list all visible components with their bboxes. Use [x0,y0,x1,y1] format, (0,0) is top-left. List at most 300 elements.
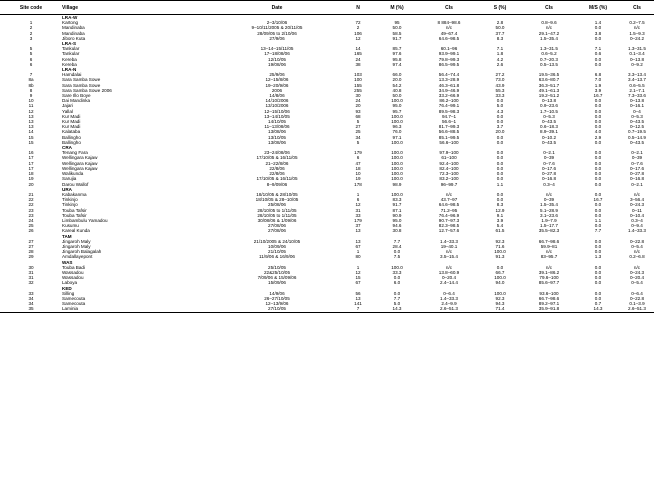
cell-m-percent: 95.7 [392,108,402,114]
cell-site-code: 9 [29,93,33,99]
header-n: N [342,1,374,15]
cell-village: Jingaroh Balagalah [62,249,102,255]
cell-site-code: 7 [29,72,33,78]
cell-ms-cis: 0–27.8 [629,171,645,177]
cell-n: 18 [355,165,361,171]
cell-s-cis: 93.6–100 [539,290,559,296]
cell-date: 10/09/06 [268,243,286,249]
cell-s-percent: 43.9 [495,82,505,88]
cell-s-percent: 55.3 [495,87,505,93]
cell-date: 28/10/05 to 1/11/05 [257,212,297,218]
cell-ms-cis: 0.5–14.9 [628,134,646,140]
cell-village: Sara Samba Sowe [62,82,101,88]
cell-ms-percent: 0.0 [594,124,602,130]
cell-s-percent: 0.0 [496,113,504,119]
cell-s-percent: 94.0 [495,280,505,286]
cell-s-cis: 0.8–9.6 [541,20,557,26]
cell-ms-cis: 0–9.4 [631,223,643,229]
cell-ms-cis: 3.3–13.4 [628,72,646,78]
cell-date: 26–27/10/05 [264,295,290,301]
cell-m-percent: 95.0 [392,217,402,223]
header-s-percent: S (%) [478,1,522,15]
cell-m-cis: 86.2–100 [439,98,459,104]
header-ms-percent: M/S (%) [576,1,620,15]
cell-n: 38 [355,61,361,67]
region-label: WAS [62,259,73,265]
cell-site-code: 15 [28,139,34,145]
cell-date: 21/10/05 [268,249,286,255]
cell-n: 179 [354,217,362,223]
cell-n: 33 [355,212,361,218]
cell-s-percent: 4.3 [496,108,504,114]
cell-ms-percent: 3.8 [594,30,602,36]
cell-village: Wellingara Kajaw [62,160,98,166]
cell-m-cis: 92.4–100 [439,160,459,166]
cell-ms-percent: 0.7 [594,301,602,307]
cell-date: 22&25/10/05 [263,269,291,275]
cell-s-cis: 79.6–100 [539,275,559,281]
cell-date: 17/10/05 & 16/11/05 [256,176,298,182]
cell-s-percent: 27.2 [495,72,505,78]
cell-ms-percent: 0.0 [594,243,602,249]
cell-village: Touba Badi [62,264,85,270]
cell-ms-cis: 0–6.4 [631,290,643,296]
cell-ms-cis: 0–22.8 [629,295,645,301]
cell-m-percent: 50.0 [392,25,402,31]
cell-ms-percent: 0.0 [594,202,602,208]
cell-date: 2006 [271,87,283,93]
cell-ms-percent: 7.7 [594,228,602,234]
cell-m-cis: 96–99.7 [440,181,458,187]
cell-ms-cis: 0.6–5.5 [629,82,645,88]
cell-site-code: 13 [28,119,34,125]
cell-m-percent: 54.2 [392,82,402,88]
cell-n: 155 [354,82,362,88]
cell-ms-cis: 1.3–31.5 [628,46,646,52]
cell-site-code: 8 [29,87,33,93]
region-label: TAM [62,233,72,239]
cell-s-cis: 36.3–51.7 [538,82,560,88]
cell-n: 37 [355,223,361,229]
cell-m-percent: 83.3 [392,197,402,203]
cell-village: Laminia [62,306,212,312]
cell-date: 17–18/08/06 [264,51,290,57]
cell-s-percent: 0.0 [496,171,504,177]
cell-n: 178 [354,181,362,187]
cell-site-code: 25 [28,223,34,229]
cell-ms-cis: 0.2–6.8 [629,254,645,260]
cell-ms-cis: 1.5–9.3 [629,30,645,36]
cell-ms-cis: n/c [633,264,641,270]
cell-ms-percent: 0.0 [594,56,602,62]
cell-site-code: 17 [28,165,34,171]
cell-village: Sara Samba Sowe 2006 [62,87,112,93]
cell-m-cis: 90.7–97.3 [438,217,460,223]
cell-m-cis: 56.6–100 [439,139,459,145]
cell-village: Samecouta [62,301,86,307]
cell-s-cis: 1.9–7.9 [541,217,557,223]
cell-village: Tinkinjo [62,202,78,208]
cell-site-code: 14 [28,129,34,135]
cell-s-percent: 1.1 [496,181,504,187]
cell-village: Wellingara Kajaw [62,155,98,161]
cell-ms-percent: 0.0 [594,249,602,255]
cell-ms-cis: 0–13.8 [629,56,645,62]
header-date: Date [212,1,342,15]
cell-ms-cis: 2.6–51.3 [620,306,654,312]
cell-ms-percent: 0.0 [594,290,602,296]
cell-n: 20 [355,103,361,109]
cell-s-percent: 100.0 [494,290,506,296]
cell-m-percent: 6.0 [393,280,401,286]
cell-ms-percent: 0.0 [594,212,602,218]
cell-ms-cis: 0–43.5 [629,119,645,125]
cell-site-code: 2 [29,30,33,36]
cell-site-code: 5 [29,46,33,52]
cell-m-percent: 95 [394,20,400,26]
cell-s-percent: 0.0 [496,176,504,182]
cell-ms-cis: n/c [633,25,641,31]
cell-ms-percent: 0.6 [594,51,602,57]
cell-s-percent: 33.3 [495,93,505,99]
cell-m-cis: 76.4–96.9 [438,212,460,218]
cell-site-code: 2 [29,25,33,31]
cell-village: Mandinaba [62,25,85,31]
cell-m-percent: 100.0 [391,160,403,166]
cell-m-percent: 97.1 [392,134,402,140]
cell-n: 67 [355,243,361,249]
cell-s-percent: 2.6 [496,61,504,67]
cell-ms-percent: 0.0 [594,98,602,104]
cell-village: Kur Madi [62,124,81,130]
cell-m-cis: 46.3–61.8 [438,82,460,88]
cell-s-cis: 3.1–23.6 [540,212,558,218]
cell-m-percent: 100.0 [391,171,403,177]
cell-m-percent: 76.0 [392,129,402,135]
cell-m-cis: 93.9–99.1 [438,51,460,57]
cell-village: Kereba [62,56,77,62]
cell-s-percent: 100.0 [494,275,506,281]
cell-date: 12–13/9/06 [265,301,289,307]
cell-s-percent: 2.8 [496,20,504,26]
cell-date: 25/10/05 [268,264,286,270]
cell-m-cis: 19–40.1 [440,243,458,249]
cell-date: 9–10/11/2005 & 20/11/05 [251,25,303,31]
region-label: LRA-N [62,67,77,73]
cell-site-code: 34 [28,301,34,307]
cell-s-percent: 91.3 [495,254,505,260]
region-label: KED [62,285,72,291]
cell-s-cis: 5.1–28.9 [540,207,558,213]
cell-s-percent: 0.0 [496,150,504,156]
header-m-percent: M (%) [374,1,420,15]
cell-m-cis: 94.7–1 [441,113,457,119]
cell-date: 13–14/10/05 [264,113,290,119]
cell-date: 19/08/06 [268,61,286,67]
cell-n: 56 [355,290,361,296]
cell-village: Kereba [62,61,77,67]
cell-s-cis: 0–7.6 [543,160,555,166]
cell-s-cis: 19.2–51.2 [538,93,560,99]
cell-site-code: 33 [28,290,34,296]
cell-site-code: 15 [28,134,34,140]
cell-village: Wassadou [62,275,84,281]
cell-m-cis: 56.6–1 [441,119,457,125]
cell-m-cis: 83.2–100 [439,176,459,182]
cell-date: 22/8/06 [269,171,285,177]
cell-n: 31 [355,207,361,213]
cell-m-percent: 100.0 [391,119,403,125]
cell-m-cis: 2.4–9.9 [441,301,457,307]
cell-ms-percent: 0.0 [594,155,602,161]
cell-m-cis: 13.8–60.9 [438,269,460,275]
cell-ms-percent: 7.1 [594,46,602,52]
cell-m-percent: 50.0 [392,93,402,99]
cell-date: 14/10/05 [268,119,286,125]
cell-n: 30 [355,93,361,99]
cell-s-cis: 19.5–36.5 [538,72,560,78]
cell-date: 25/08/06 [268,202,286,208]
cell-village: Amdallayepont [62,254,93,260]
cell-ms-cis: 0–24.2 [629,35,645,41]
cell-village: Tankular [62,51,80,57]
cell-s-cis: 0.3–4 [543,181,555,187]
cell-n: 12 [355,269,361,275]
cell-ms-cis: 0–10.4 [629,212,645,218]
cell-ms-cis: 0–13.8 [629,98,645,104]
cell-ms-percent: 2.9 [594,134,602,140]
cell-m-percent: 28.4 [392,243,402,249]
cell-m-percent: 87.1 [392,207,402,213]
cell-village: Wassadou [62,269,84,275]
cell-ms-cis: 0–24.3 [629,269,645,275]
cell-m-percent: 7.7 [393,295,401,301]
cell-n: 13 [355,228,361,234]
cell-n: 19 [355,176,361,182]
cell-village: Tenang Fara [62,150,88,156]
cell-s-cis: 66.7–98.6 [538,295,560,301]
cell-ms-cis: 0–20.4 [629,275,645,281]
cell-s-percent: 0.0 [496,264,504,270]
cell-site-code: 35 [0,306,62,312]
cell-ms-percent: 0.0 [594,238,602,244]
cell-ms-percent: 0.0 [594,119,602,125]
cell-s-percent: 0.0 [496,98,504,104]
cell-date: 27/10/05 [212,306,342,312]
cell-site-code: 3 [29,35,33,41]
cell-site-code: 17 [28,155,34,161]
cell-date: 13–14–15/11/05 [260,46,294,52]
cell-n: 10 [355,171,361,177]
cell-m-cis: 64.6–98.5 [438,35,460,41]
cell-site-code: 31 [28,269,34,275]
cell-s-percent: 0.0 [496,165,504,171]
cell-n: 103 [354,72,362,78]
cell-ms-cis: 0–43.5 [629,139,645,145]
cell-ms-percent: 0.0 [594,35,602,41]
cell-ms-cis: 0.1–3.9 [629,301,645,307]
cell-date: 25/9/06 [269,72,285,78]
cell-ms-percent: 1.3 [594,254,602,260]
cell-date: 30/08/06 & 1/09/06 [257,217,297,223]
cell-date: 27/08/06 [268,228,286,234]
cell-village: Touba Tafsir [62,207,87,213]
cell-ms-percent: 4.0 [594,129,602,135]
cell-m-cis: 8 884–98.6 [437,20,461,26]
cell-s-cis: 0.5–13.5 [540,61,558,67]
header-site-code: Site code [0,1,62,15]
cell-n: 25 [355,129,361,135]
cell-ms-cis: 0–5.3 [631,113,643,119]
cell-m-cis: 71.2–95 [440,207,458,213]
cell-village: Jajari [62,103,73,109]
cell-m-cis: 2.6–51.3 [420,306,478,312]
cell-site-code: 1 [29,20,33,26]
cell-ms-percent: 0.0 [594,181,602,187]
cell-date: 12–15/10/06 [264,108,290,114]
cell-n: 13 [355,295,361,301]
cell-s-cis: 1.5–17.7 [540,223,558,229]
cell-m-percent: 40.8 [392,87,402,93]
cell-s-cis: 1.3–31.5 [540,46,558,52]
cell-ms-cis: 0–5.4 [631,243,643,249]
cell-m-percent: 95.8 [392,56,402,62]
cell-s-cis: 83–95.7 [540,254,558,260]
cell-s-percent: 4.2 [496,56,504,62]
cell-site-code: 28 [28,249,34,255]
cell-ms-cis: 0–11 [632,207,642,213]
cell-m-cis: 1.4–33.3 [440,238,458,244]
cell-m-percent: 33.3 [392,269,402,275]
cell-village: Kabakanma [62,191,87,197]
cell-s-cis: 1.5–35.4 [540,35,558,41]
cell-n: 106 [354,30,362,36]
cell-ms-cis: 0–5.4 [631,280,643,286]
cell-s-cis: n/c [545,249,553,255]
cell-ms-cis: 0–24.3 [629,202,645,208]
cell-s-percent: 100.0 [494,249,506,255]
cell-m-cis: n/c [445,25,453,31]
cell-n: 165 [354,51,362,57]
cell-m-cis: 56.6–88.5 [438,129,460,135]
cell-village: Jingaroh Maly [62,238,91,244]
cell-s-cis: 0–39 [543,155,555,161]
cell-site-code: 16 [28,150,34,156]
cell-n: 34 [355,134,361,140]
cell-village: Darou Wallof [62,181,89,187]
cell-site-code: 18 [28,171,34,177]
cell-s-cis: 39.1–86.2 [538,269,560,275]
cell-n: 24 [355,56,361,62]
header-ms-cis: CIs [620,1,654,15]
cell-s-percent: 8.3 [496,35,504,41]
cell-m-percent: 100.0 [391,264,403,270]
cell-n: 72 [355,20,361,26]
cell-m-percent: 100.0 [391,150,403,156]
cell-s-cis: 66.7–98.6 [538,238,560,244]
cell-site-code: 27 [28,243,34,249]
cell-village: Samecouta [62,295,86,301]
cell-village: Kur Madi [62,113,81,119]
cell-m-cis: 43.7–97 [440,197,458,203]
cell-date: 14/8/06 [269,93,285,99]
cell-s-cis: 0–5.3 [543,113,555,119]
cell-m-percent: 30.8 [392,228,402,234]
cell-village: Kalataba [62,129,81,135]
cell-n: 24 [355,98,361,104]
cell-date: 22/8/06 [269,165,285,171]
cell-ms-percent: 0.0 [594,269,602,275]
cell-m-cis: 82.3–98.5 [438,223,460,229]
cell-date: 2–3/10/06 [266,20,288,26]
cell-date: 27/9/06 [269,35,285,41]
cell-s-cis: 1.7–10.5 [540,108,558,114]
cell-ms-cis: 0.7–19.5 [628,129,646,135]
cell-s-cis: 0–43.5 [541,119,557,125]
cell-m-percent: 5.0 [393,301,401,307]
cell-m-cis: 2.4–14.4 [440,280,458,286]
cell-m-cis: 13.3–28.9 [438,77,460,83]
cell-site-code: 12 [28,108,34,114]
cell-m-percent: 95.0 [392,103,402,109]
cell-n: 67 [355,280,361,286]
cell-village: Sara Samba Sowe [62,77,101,83]
cell-s-percent: 0.0 [496,160,504,166]
table-row [0,306,654,312]
cell-m-percent: 100.0 [391,139,403,145]
cell-s-percent: 0.0 [496,191,504,197]
cell-date: 7/09/06 & 15/09/06 [257,275,297,281]
cell-s-percent: 71.6 [495,243,505,249]
cell-s-cis: 29.1–47.2 [538,30,560,36]
cell-s-cis: 0–10.2 [541,134,557,140]
cell-n: 100 [354,77,362,83]
cell-ms-percent: 0.0 [594,139,602,145]
table-body [0,15,654,313]
cell-m-cis: 3.5–15.4 [440,254,458,260]
cell-ms-percent: 0.0 [594,223,602,229]
cell-n: 1 [356,249,360,255]
cell-s-cis: 0–27.8 [541,171,557,177]
cell-date: 12/10/05 [268,56,286,62]
cell-site-code: 13 [28,124,34,130]
cell-ms-cis: 0.1–3.4 [629,51,645,57]
cell-date: 13/08/06 [268,129,286,135]
cell-s-percent: 5.4 [496,223,504,229]
cell-date: 17/10/05 & 16/11/05 [256,155,298,161]
cell-ms-percent: 16.7 [593,93,603,99]
cell-date: 28/10/05 to 1/11/05 [257,207,297,213]
header-m-cis: CIs [420,1,478,15]
cell-m-cis: 33.2–66.9 [438,93,460,99]
cell-m-cis: 72.3–100 [439,171,459,177]
cell-s-cis: 0.9–23.6 [540,103,558,109]
cell-ms-percent: 0.0 [594,191,602,197]
cell-s-percent: 7.1 [496,46,504,52]
cell-ms-cis: n/c [633,249,641,255]
cell-site-code: 29 [28,254,34,260]
cell-s-percent: 20.0 [495,129,505,135]
cell-village: Ballingho [62,134,81,140]
cell-ms-cis: 0–2.1 [631,181,643,187]
cell-ms-percent: 1.4 [594,20,602,26]
cell-village: Sarujia [62,176,77,182]
cell-site-code: 23 [28,212,34,218]
cell-m-cis: 82.4–100 [439,165,459,171]
cell-m-percent: 96.3 [392,124,402,130]
cell-m-percent: 0.0 [393,290,401,296]
cell-date: 27/08/06 [268,223,286,229]
